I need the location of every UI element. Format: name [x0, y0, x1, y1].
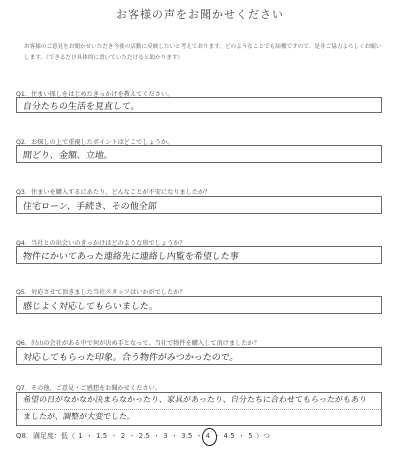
- question-5-label: Q5．対応させて頂きました当社スタッフはいかがでしたか？: [16, 289, 186, 296]
- answer-7-line-1: 希望の日がなかなか決まらなかったり、家具があったり、自分たちに合わせてもらったがもあり: [22, 395, 368, 404]
- answer-box-1[interactable]: [16, 97, 382, 113]
- page-title: お客様の声をお聞かせください: [116, 8, 284, 21]
- answer-box-5[interactable]: [16, 296, 382, 314]
- question-2-label: Q2．お探しの上で重視したポイントはどこでしょうか。: [16, 139, 174, 146]
- answer-7-divider: [17, 409, 381, 410]
- answer-box-6[interactable]: [16, 347, 382, 365]
- answer-box-3[interactable]: [16, 196, 382, 214]
- satisfaction-option-1-5[interactable]: 1.5: [96, 432, 108, 440]
- answer-box-7[interactable]: [16, 392, 382, 426]
- satisfaction-option-2[interactable]: 2: [120, 432, 126, 440]
- intro-text: お客様のご意見をお聞かせいただき今後の活動に反映したいと考えております。どのようなことでも結構ですので、是非ご協力よろしくお願いします。（できるだけ具体的に書いていただけると助かります）: [24, 44, 382, 61]
- answer-4: 物件にかいてあった連絡先に連絡し内覧を希望した事: [22, 252, 240, 262]
- question-1-label: Q1．住まい探しをはじめたきっかけを教えてください。: [16, 91, 174, 98]
- satisfaction-option-3-5[interactable]: 3.5: [181, 432, 193, 440]
- question-4-label: Q4．当社との出会いのきっかけはどのような形でしょうか？: [16, 240, 186, 247]
- satisfaction-option-3[interactable]: 3: [163, 432, 168, 440]
- satisfaction-option-1[interactable]: 1: [78, 432, 83, 440]
- answer-6: 対応してもらった印象。合う物件がみつかったので。: [22, 353, 240, 363]
- satisfaction-option-4-selected[interactable]: 4: [205, 432, 211, 440]
- question-6-label: Q6．沢山の会社がある中で何が決め手となって、当社で物件を購入して頂けましたか？: [16, 340, 260, 347]
- answer-box-4[interactable]: [16, 246, 382, 264]
- answer-5: 感じよく対応してもらいました。: [22, 302, 159, 312]
- satisfaction-option-2-5[interactable]: 2.5: [138, 432, 150, 440]
- question-7-label: Q7．その他、ご意見・ご感想をお聞かせください。: [16, 385, 161, 392]
- satisfaction-label: Q8．満足度：低（: [16, 432, 75, 440]
- answer-1: 自分たちの生活を見直して。: [22, 102, 141, 112]
- satisfaction-option-5[interactable]: 5: [248, 432, 253, 440]
- answer-3: 住宅ローン、手続き、その他全部: [22, 202, 158, 212]
- satisfaction-option-4-5[interactable]: 4.5: [223, 432, 235, 440]
- answer-2: 間どり、金額、立地。: [22, 151, 114, 161]
- answer-7-line-2: ましたが、調整が大変でした。: [22, 412, 136, 421]
- question-3-label: Q3．住まいを購入するにあたり、どんなことが不安になりましたか？: [16, 189, 211, 196]
- satisfaction-suffix: ）つ: [255, 432, 270, 440]
- answer-box-2[interactable]: [16, 145, 382, 163]
- satisfaction-scale: Q8．満足度：低（ 1 ・ 1.5 ・ 2 ・ 2.5 ・ 3 ・ 3.5 ・ 4 ・ 4.5 ・ 5 ）つ: [16, 432, 270, 440]
